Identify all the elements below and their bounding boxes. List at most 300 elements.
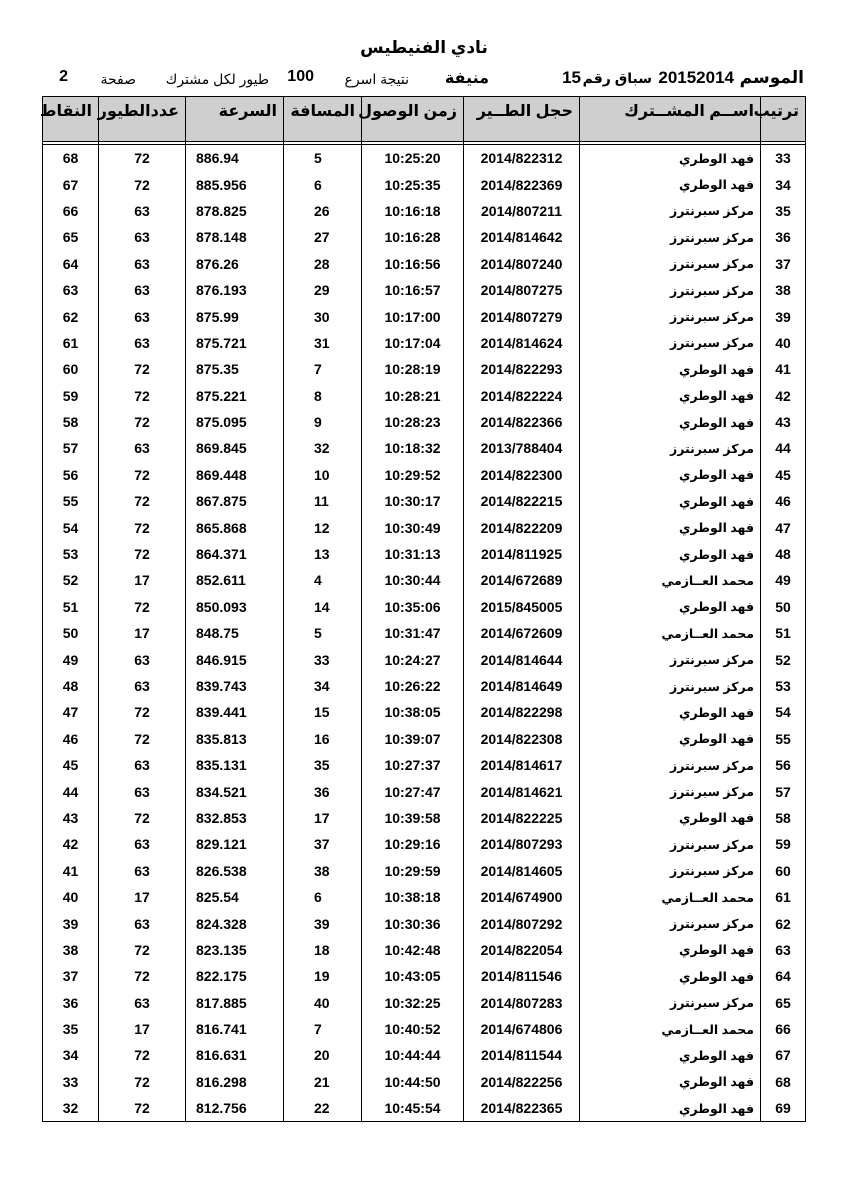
- table-row: [43, 963, 806, 989]
- ring-number-cell: 2014/807211: [464, 198, 580, 224]
- results-body: [43, 145, 806, 1122]
- distance-cell: 10: [284, 462, 362, 488]
- points-cell: 58: [43, 409, 99, 435]
- ring-number-cell: 2014/807293: [464, 831, 580, 857]
- rank-cell: 57: [761, 778, 806, 804]
- rank-cell: 68: [761, 1069, 806, 1095]
- points-cell: 64: [43, 251, 99, 277]
- birds-count-cell: 72: [99, 937, 186, 963]
- speed-cell: 834.521: [186, 778, 284, 804]
- ring-number-cell: 2014/807275: [464, 277, 580, 303]
- table-row: [43, 303, 806, 329]
- speed-cell: 816.741: [186, 1016, 284, 1042]
- distance-cell: 19: [284, 963, 362, 989]
- points-cell: 60: [43, 356, 99, 382]
- participant-name-cell: فهد الوطري: [580, 805, 761, 831]
- table-row: [43, 990, 806, 1016]
- distance-cell: 5: [284, 620, 362, 646]
- speed-cell: 816.631: [186, 1042, 284, 1068]
- rank-cell: 41: [761, 356, 806, 382]
- distance-cell: 21: [284, 1069, 362, 1095]
- arrival-time-cell: 10:44:50: [362, 1069, 464, 1095]
- participant-name-cell: مركز سبرنترز: [580, 990, 761, 1016]
- participant-name-cell: فهد الوطري: [580, 462, 761, 488]
- rank-cell: 49: [761, 567, 806, 593]
- arrival-time-cell: 10:29:59: [362, 858, 464, 884]
- birds-count-cell: 63: [99, 646, 186, 672]
- birds-count-cell: 63: [99, 224, 186, 250]
- ring-number-cell: 2014/822369: [464, 171, 580, 197]
- table-row: [43, 224, 806, 250]
- ring-number-cell: 2014/822312: [464, 145, 580, 172]
- distance-cell: 28: [284, 251, 362, 277]
- participant-name-cell: مركز سبرنترز: [580, 646, 761, 672]
- ring-number-cell: 2014/814605: [464, 858, 580, 884]
- ring-number-cell: 2014/674806: [464, 1016, 580, 1042]
- result-label: نتيجة اسرع: [344, 71, 409, 87]
- arrival-time-cell: 10:24:27: [362, 646, 464, 672]
- speed-cell: 817.885: [186, 990, 284, 1016]
- arrival-time-cell: 10:31:47: [362, 620, 464, 646]
- distance-cell: 6: [284, 884, 362, 910]
- birds-count-cell: 63: [99, 752, 186, 778]
- birds-count-cell: 72: [99, 1069, 186, 1095]
- rank-cell: 50: [761, 594, 806, 620]
- distance-cell: 27: [284, 224, 362, 250]
- table-row: [43, 937, 806, 963]
- birds-count-cell: 72: [99, 514, 186, 540]
- speed-cell: 878.148: [186, 224, 284, 250]
- table-row: [43, 884, 806, 910]
- table-row: [43, 858, 806, 884]
- participant-name-cell: مركز سبرنترز: [580, 673, 761, 699]
- race-number-label: سباق رقم: [582, 70, 652, 86]
- arrival-time-cell: 10:39:07: [362, 726, 464, 752]
- table-row: [43, 409, 806, 435]
- arrival-time-cell: 10:29:52: [362, 462, 464, 488]
- arrival-time-cell: 10:32:25: [362, 990, 464, 1016]
- points-cell: 63: [43, 277, 99, 303]
- points-cell: 56: [43, 462, 99, 488]
- distance-cell: 29: [284, 277, 362, 303]
- rank-cell: 56: [761, 752, 806, 778]
- ring-number-cell: 2014/822293: [464, 356, 580, 382]
- rank-cell: 52: [761, 646, 806, 672]
- birds-count-cell: 72: [99, 488, 186, 514]
- speed-cell: 875.095: [186, 409, 284, 435]
- points-cell: 36: [43, 990, 99, 1016]
- table-row: [43, 488, 806, 514]
- speed-cell: 839.743: [186, 673, 284, 699]
- table-row: [43, 673, 806, 699]
- birds-count-cell: 72: [99, 383, 186, 409]
- table-row: [43, 1095, 806, 1122]
- participant-name-cell: فهد الوطري: [580, 171, 761, 197]
- ring-number-cell: 2014/822224: [464, 383, 580, 409]
- participant-name-cell: محمد العــازمي: [580, 884, 761, 910]
- arrival-time-cell: 10:39:58: [362, 805, 464, 831]
- column-header-ring: حجل الطــير: [464, 97, 580, 142]
- table-row: [43, 171, 806, 197]
- column-header-points: النقاط: [43, 97, 99, 142]
- speed-cell: 875.35: [186, 356, 284, 382]
- table-row: [43, 514, 806, 540]
- column-header-birds: عددالطيور: [99, 97, 186, 142]
- participant-name-cell: فهد الوطري: [580, 145, 761, 172]
- points-cell: 52: [43, 567, 99, 593]
- birds-count-cell: 63: [99, 910, 186, 936]
- birds-count-cell: 63: [99, 858, 186, 884]
- speed-cell: 878.825: [186, 198, 284, 224]
- ring-number-cell: 2014/822308: [464, 726, 580, 752]
- arrival-time-cell: 10:16:56: [362, 251, 464, 277]
- speed-cell: 839.441: [186, 699, 284, 725]
- distance-cell: 30: [284, 303, 362, 329]
- page-number: 2: [59, 68, 68, 85]
- table-header-row: [43, 97, 806, 142]
- arrival-time-cell: 10:28:23: [362, 409, 464, 435]
- table-row: [43, 646, 806, 672]
- ring-number-cell: 2014/822215: [464, 488, 580, 514]
- results-table: [39, 96, 806, 1122]
- ring-number-cell: 2015/845005: [464, 594, 580, 620]
- arrival-time-cell: 10:35:06: [362, 594, 464, 620]
- distance-cell: 12: [284, 514, 362, 540]
- rank-cell: 33: [761, 145, 806, 172]
- ring-number-cell: 2014/807240: [464, 251, 580, 277]
- points-cell: 57: [43, 435, 99, 461]
- distance-cell: 8: [284, 383, 362, 409]
- ring-number-cell: 2014/811925: [464, 541, 580, 567]
- points-cell: 41: [43, 858, 99, 884]
- points-cell: 48: [43, 673, 99, 699]
- table-row: [43, 1069, 806, 1095]
- ring-number-cell: 2014/807279: [464, 303, 580, 329]
- distance-cell: 40: [284, 990, 362, 1016]
- participant-name-cell: فهد الوطري: [580, 726, 761, 752]
- participant-name-cell: فهد الوطري: [580, 937, 761, 963]
- arrival-time-cell: 10:44:44: [362, 1042, 464, 1068]
- table-row: [43, 752, 806, 778]
- birds-count-cell: 63: [99, 435, 186, 461]
- birds-count-cell: 72: [99, 145, 186, 172]
- rank-cell: 39: [761, 303, 806, 329]
- table-row: [43, 541, 806, 567]
- points-cell: 67: [43, 171, 99, 197]
- rank-cell: 54: [761, 699, 806, 725]
- speed-cell: 867.875: [186, 488, 284, 514]
- ring-number-cell: 2014/807292: [464, 910, 580, 936]
- rank-cell: 65: [761, 990, 806, 1016]
- rank-cell: 69: [761, 1095, 806, 1122]
- points-cell: 38: [43, 937, 99, 963]
- birds-count-cell: 63: [99, 277, 186, 303]
- speed-cell: 876.193: [186, 277, 284, 303]
- arrival-time-cell: 10:43:05: [362, 963, 464, 989]
- rank-cell: 58: [761, 805, 806, 831]
- arrival-time-cell: 10:45:54: [362, 1095, 464, 1122]
- per-member-label: طيور لكل مشترك: [165, 71, 269, 87]
- participant-name-cell: فهد الوطري: [580, 383, 761, 409]
- arrival-time-cell: 10:42:48: [362, 937, 464, 963]
- rank-cell: 36: [761, 224, 806, 250]
- birds-count-value: 100: [287, 68, 314, 85]
- arrival-time-cell: 10:28:21: [362, 383, 464, 409]
- arrival-time-cell: 10:30:44: [362, 567, 464, 593]
- ring-number-cell: 2014/672609: [464, 620, 580, 646]
- speed-cell: 822.175: [186, 963, 284, 989]
- rank-cell: 45: [761, 462, 806, 488]
- table-row: [43, 198, 806, 224]
- arrival-time-cell: 10:16:18: [362, 198, 464, 224]
- ring-number-cell: 2014/811544: [464, 1042, 580, 1068]
- distance-cell: 15: [284, 699, 362, 725]
- arrival-time-cell: 10:30:49: [362, 514, 464, 540]
- table-row: [43, 330, 806, 356]
- points-cell: 49: [43, 646, 99, 672]
- speed-cell: 826.538: [186, 858, 284, 884]
- column-header-distance: المسافة: [284, 97, 362, 142]
- birds-count-cell: 63: [99, 990, 186, 1016]
- birds-count-cell: 72: [99, 1042, 186, 1068]
- table-row: [43, 620, 806, 646]
- birds-count-cell: 17: [99, 884, 186, 910]
- birds-count-cell: 72: [99, 409, 186, 435]
- birds-count-cell: 72: [99, 726, 186, 752]
- arrival-time-cell: 10:17:00: [362, 303, 464, 329]
- ring-number-cell: 2013/788404: [464, 435, 580, 461]
- ring-number-cell: 2014/814644: [464, 646, 580, 672]
- distance-cell: 11: [284, 488, 362, 514]
- distance-cell: 4: [284, 567, 362, 593]
- ring-number-cell: 2014/822366: [464, 409, 580, 435]
- distance-cell: 6: [284, 171, 362, 197]
- distance-cell: 35: [284, 752, 362, 778]
- arrival-time-cell: 10:40:52: [362, 1016, 464, 1042]
- speed-cell: 850.093: [186, 594, 284, 620]
- distance-cell: 39: [284, 910, 362, 936]
- points-cell: 59: [43, 383, 99, 409]
- participant-name-cell: مركز سبرنترز: [580, 778, 761, 804]
- speed-cell: 816.298: [186, 1069, 284, 1095]
- arrival-time-cell: 10:25:20: [362, 145, 464, 172]
- rank-cell: 66: [761, 1016, 806, 1042]
- speed-cell: 832.853: [186, 805, 284, 831]
- ring-number-cell: 2014/822300: [464, 462, 580, 488]
- ring-number-cell: 2014/822298: [464, 699, 580, 725]
- rank-cell: 62: [761, 910, 806, 936]
- arrival-time-cell: 10:29:16: [362, 831, 464, 857]
- points-cell: 42: [43, 831, 99, 857]
- distance-cell: 17: [284, 805, 362, 831]
- birds-count-cell: 17: [99, 620, 186, 646]
- participant-name-cell: فهد الوطري: [580, 1042, 761, 1068]
- speed-cell: 875.99: [186, 303, 284, 329]
- speed-cell: 865.868: [186, 514, 284, 540]
- arrival-time-cell: 10:38:18: [362, 884, 464, 910]
- birds-count-cell: 72: [99, 805, 186, 831]
- arrival-time-cell: 10:30:17: [362, 488, 464, 514]
- arrival-time-cell: 10:16:28: [362, 224, 464, 250]
- points-cell: 43: [43, 805, 99, 831]
- rank-cell: 64: [761, 963, 806, 989]
- participant-name-cell: فهد الوطري: [580, 699, 761, 725]
- participant-name-cell: محمد العــازمي: [580, 567, 761, 593]
- speed-cell: 886.94: [186, 145, 284, 172]
- arrival-time-cell: 10:38:05: [362, 699, 464, 725]
- season-value: 20152014: [658, 68, 734, 87]
- speed-cell: 852.611: [186, 567, 284, 593]
- participant-name-cell: مركز سبرنترز: [580, 910, 761, 936]
- club-title: نادي الفنيطيس: [360, 38, 488, 57]
- ring-number-cell: 2014/674900: [464, 884, 580, 910]
- rank-cell: 40: [761, 330, 806, 356]
- points-cell: 35: [43, 1016, 99, 1042]
- arrival-time-cell: 10:18:32: [362, 435, 464, 461]
- distance-cell: 36: [284, 778, 362, 804]
- ring-number-cell: 2014/814649: [464, 673, 580, 699]
- participant-name-cell: مركز سبرنترز: [580, 198, 761, 224]
- birds-count-cell: 72: [99, 356, 186, 382]
- rank-cell: 51: [761, 620, 806, 646]
- participant-name-cell: مركز سبرنترز: [580, 224, 761, 250]
- distance-cell: 34: [284, 673, 362, 699]
- points-cell: 62: [43, 303, 99, 329]
- participant-name-cell: مركز سبرنترز: [580, 831, 761, 857]
- speed-cell: 848.75: [186, 620, 284, 646]
- birds-count-cell: 72: [99, 963, 186, 989]
- ring-number-cell: 2014/822209: [464, 514, 580, 540]
- rank-cell: 44: [761, 435, 806, 461]
- speed-cell: 825.54: [186, 884, 284, 910]
- ring-number-cell: 2014/814621: [464, 778, 580, 804]
- points-cell: 61: [43, 330, 99, 356]
- table-row: [43, 699, 806, 725]
- points-cell: 44: [43, 778, 99, 804]
- distance-cell: 31: [284, 330, 362, 356]
- ring-number-cell: 2014/814617: [464, 752, 580, 778]
- birds-count-cell: 63: [99, 251, 186, 277]
- distance-cell: 7: [284, 356, 362, 382]
- table-row: [43, 594, 806, 620]
- distance-cell: 22: [284, 1095, 362, 1122]
- birds-count-cell: 63: [99, 303, 186, 329]
- birds-count-cell: 63: [99, 673, 186, 699]
- rank-cell: 48: [761, 541, 806, 567]
- points-cell: 54: [43, 514, 99, 540]
- rank-cell: 43: [761, 409, 806, 435]
- points-cell: 32: [43, 1095, 99, 1122]
- rank-cell: 47: [761, 514, 806, 540]
- speed-cell: 824.328: [186, 910, 284, 936]
- birds-count-cell: 17: [99, 567, 186, 593]
- rank-cell: 63: [761, 937, 806, 963]
- arrival-time-cell: 10:25:35: [362, 171, 464, 197]
- participant-name-cell: فهد الوطري: [580, 488, 761, 514]
- table-row: [43, 356, 806, 382]
- speed-cell: 812.756: [186, 1095, 284, 1122]
- table-row: [43, 251, 806, 277]
- participant-name-cell: مركز سبرنترز: [580, 303, 761, 329]
- speed-cell: 864.371: [186, 541, 284, 567]
- ring-number-cell: 2014/811546: [464, 963, 580, 989]
- participant-name-cell: مركز سبرنترز: [580, 330, 761, 356]
- ring-number-cell: 2014/822256: [464, 1069, 580, 1095]
- points-cell: 50: [43, 620, 99, 646]
- ring-number-cell: 2014/807283: [464, 990, 580, 1016]
- distance-cell: 32: [284, 435, 362, 461]
- rank-cell: 61: [761, 884, 806, 910]
- arrival-time-cell: 10:16:57: [362, 277, 464, 303]
- speed-cell: 829.121: [186, 831, 284, 857]
- race-location: منيفة: [444, 70, 489, 87]
- arrival-time-cell: 10:17:04: [362, 330, 464, 356]
- birds-count-cell: 63: [99, 330, 186, 356]
- participant-name-cell: فهد الوطري: [580, 514, 761, 540]
- participant-name-cell: مركز سبرنترز: [580, 277, 761, 303]
- participant-name-cell: فهد الوطري: [580, 1069, 761, 1095]
- speed-cell: 869.448: [186, 462, 284, 488]
- points-cell: 39: [43, 910, 99, 936]
- arrival-time-cell: 10:27:37: [362, 752, 464, 778]
- arrival-time-cell: 10:30:36: [362, 910, 464, 936]
- points-cell: 45: [43, 752, 99, 778]
- birds-count-cell: 63: [99, 198, 186, 224]
- points-cell: 65: [43, 224, 99, 250]
- points-cell: 37: [43, 963, 99, 989]
- rank-cell: 37: [761, 251, 806, 277]
- participant-name-cell: فهد الوطري: [580, 541, 761, 567]
- participant-name-cell: فهد الوطري: [580, 356, 761, 382]
- distance-cell: 16: [284, 726, 362, 752]
- speed-cell: 875.721: [186, 330, 284, 356]
- speed-cell: 835.813: [186, 726, 284, 752]
- ring-number-cell: 2014/672689: [464, 567, 580, 593]
- table-row: [43, 778, 806, 804]
- birds-count-cell: 72: [99, 699, 186, 725]
- rank-cell: 53: [761, 673, 806, 699]
- participant-name-cell: محمد العــازمي: [580, 620, 761, 646]
- ring-number-cell: 2014/822225: [464, 805, 580, 831]
- table-row: [43, 910, 806, 936]
- table-row: [43, 435, 806, 461]
- points-cell: 40: [43, 884, 99, 910]
- speed-cell: 835.131: [186, 752, 284, 778]
- table-row: [43, 567, 806, 593]
- participant-name-cell: مركز سبرنترز: [580, 858, 761, 884]
- arrival-time-cell: 10:31:13: [362, 541, 464, 567]
- participant-name-cell: فهد الوطري: [580, 594, 761, 620]
- ring-number-cell: 2014/822365: [464, 1095, 580, 1122]
- speed-cell: 875.221: [186, 383, 284, 409]
- distance-cell: 18: [284, 937, 362, 963]
- ring-number-cell: 2014/814624: [464, 330, 580, 356]
- rank-cell: 55: [761, 726, 806, 752]
- speed-cell: 846.915: [186, 646, 284, 672]
- distance-cell: 37: [284, 831, 362, 857]
- speed-cell: 869.845: [186, 435, 284, 461]
- birds-count-cell: 72: [99, 1095, 186, 1122]
- rank-cell: 67: [761, 1042, 806, 1068]
- points-cell: 66: [43, 198, 99, 224]
- birds-count-cell: 72: [99, 462, 186, 488]
- speed-cell: 823.135: [186, 937, 284, 963]
- points-cell: 55: [43, 488, 99, 514]
- table-row: [43, 1016, 806, 1042]
- rank-cell: 42: [761, 383, 806, 409]
- speed-cell: 885.956: [186, 171, 284, 197]
- table-row: [43, 831, 806, 857]
